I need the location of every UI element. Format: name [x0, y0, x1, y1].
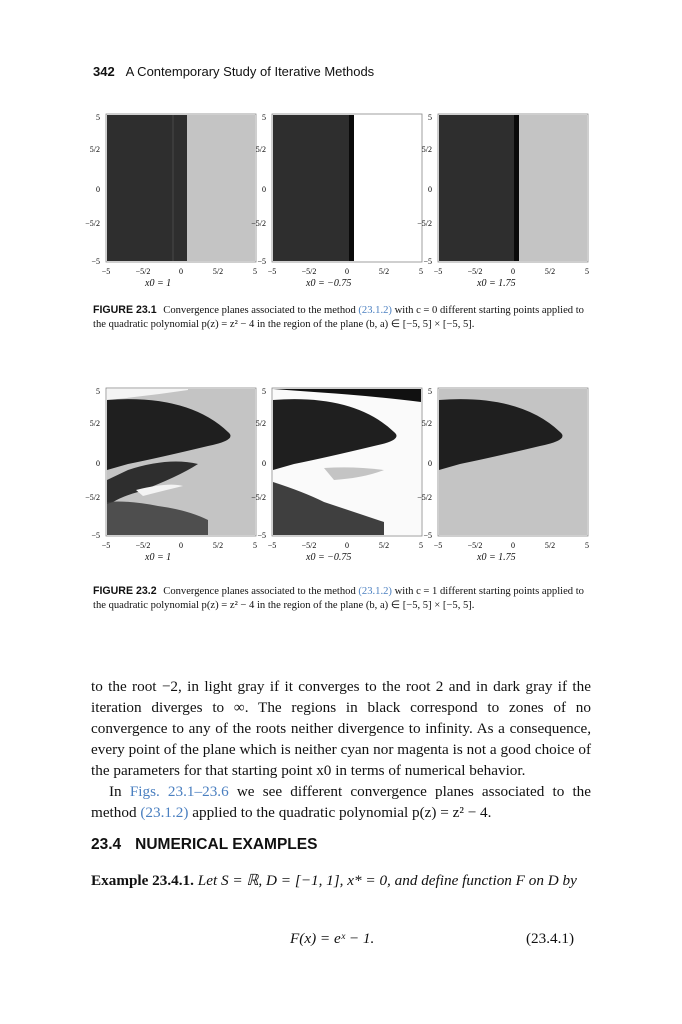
y-tick-bottom: −5 [91, 257, 100, 266]
y-tick-lower: −5/2 [85, 219, 100, 228]
running-header [93, 64, 374, 79]
equation-link[interactable]: (23.1.2) [358, 586, 392, 597]
y-tick-upper: 5/2 [255, 419, 266, 428]
example-block [91, 870, 591, 891]
x-tick-label: 5/2 [212, 541, 224, 550]
x-tick-label: −5 [433, 267, 443, 276]
figure-23-1-panel-2 [251, 108, 424, 293]
text-run: we see different convergence planes associated to the method [91, 783, 592, 821]
panel-label: x0 = −0.75 [306, 278, 352, 289]
example-text: Let S = ℝ, D = [−1, 1], x* = 0, and define function F on D by [197, 872, 577, 889]
panel-label: x0 = 1.75 [477, 552, 516, 563]
convergence-plane-image [417, 108, 590, 288]
x-axis-ticks [268, 267, 423, 276]
figure-23-2-panel-2 [251, 382, 424, 567]
x-tick-label: 5 [253, 267, 257, 276]
convergence-plane-image [417, 382, 590, 562]
caption-text: Convergence planes associated to the method [163, 586, 359, 597]
x-axis-ticks [434, 267, 589, 276]
caption-text: with c = 1 different starting points applied to the quadratic polynomial p(z) = z² − 4 in the region of the plane (b, a) ∈ [−5, 5] × [−5, 5]. [93, 586, 584, 611]
x-tick-label: 0 [511, 267, 515, 276]
y-tick-top: 5 [428, 387, 432, 396]
figure-23-1-panel-3 [417, 108, 590, 293]
figure-23-2-panel-3 [417, 382, 590, 567]
x-tick-label: −5 [433, 541, 443, 550]
y-tick-top: 5 [262, 387, 266, 396]
x-tick-label: 5 [419, 267, 423, 276]
x-axis-ticks [434, 541, 589, 550]
panel-label: x0 = 1 [145, 552, 172, 563]
section-heading [91, 836, 317, 854]
x-tick-label: −5/2 [467, 541, 483, 550]
y-tick-upper: 5/2 [89, 419, 100, 428]
y-tick-upper: 5/2 [421, 145, 432, 154]
page-number: 342 [93, 64, 115, 79]
section-number: 23.4 [91, 836, 122, 853]
section-title: NUMERICAL EXAMPLES [135, 836, 318, 853]
y-tick-upper: 5/2 [89, 145, 100, 154]
x-axis-ticks [102, 267, 257, 276]
y-tick-bottom: −5 [423, 257, 432, 266]
y-tick-lower: −5/2 [417, 219, 432, 228]
figure-label: FIGURE 23.2 [93, 585, 157, 597]
panel-label: x0 = 1.75 [477, 278, 516, 289]
x-tick-label: 5/2 [378, 541, 390, 550]
y-tick-top: 5 [428, 113, 432, 122]
convergence-plane-image [251, 382, 424, 562]
x-tick-label: 5/2 [212, 267, 224, 276]
y-tick-mid: 0 [428, 459, 432, 468]
caption-text: with c = 0 different starting points applied to the quadratic polynomial p(z) = z² − 4 in the region of the plane (b, a) ∈ [−5, 5] × [−5, 5]. [93, 305, 584, 330]
y-tick-mid: 0 [262, 459, 266, 468]
y-tick-upper: 5/2 [421, 419, 432, 428]
figure-label: FIGURE 23.1 [93, 304, 157, 316]
y-tick-lower: −5/2 [251, 493, 266, 502]
x-tick-label: 5/2 [378, 267, 390, 276]
y-tick-bottom: −5 [91, 531, 100, 540]
example-label: Example 23.4.1. [91, 872, 194, 889]
x-tick-label: 0 [179, 541, 183, 550]
x-tick-label: 0 [511, 541, 515, 550]
x-tick-label: −5 [101, 267, 111, 276]
x-tick-label: −5/2 [135, 541, 151, 550]
x-tick-label: 0 [345, 541, 349, 550]
x-tick-label: 5 [253, 541, 257, 550]
x-tick-label: −5/2 [135, 267, 151, 276]
x-tick-label: −5 [101, 541, 111, 550]
y-tick-mid: 0 [428, 185, 432, 194]
y-tick-lower: −5/2 [85, 493, 100, 502]
equation: F(x) = eˣ − 1. [290, 930, 375, 947]
paragraph [91, 781, 591, 823]
x-tick-label: 5 [419, 541, 423, 550]
equation-link[interactable]: (23.1.2) [358, 305, 392, 316]
x-tick-label: 0 [345, 267, 349, 276]
x-tick-label: 0 [179, 267, 183, 276]
equation-link[interactable]: (23.1.2) [140, 804, 189, 821]
x-tick-label: 5 [585, 541, 589, 550]
y-tick-bottom: −5 [257, 257, 266, 266]
figure-23-1-panel-1 [85, 108, 258, 293]
text-run: In [109, 783, 130, 800]
y-tick-top: 5 [96, 113, 100, 122]
y-tick-lower: −5/2 [417, 493, 432, 502]
y-tick-bottom: −5 [423, 531, 432, 540]
convergence-plane-image [85, 382, 258, 562]
x-axis-ticks [268, 541, 423, 550]
x-tick-label: 5/2 [544, 541, 556, 550]
paragraph: to the root −2, in light gray if it converges to the root 2 and in dark gray if the iteration diverges to ∞. The regions in black correspond to zones of no convergence to any of the roots neither divergence to infinity. As a consequence, every point of the plane which is neither cyan nor magenta is not a good choice of the parameters for that starting point x0 in terms of numerical behavior. [91, 678, 591, 779]
figure-23-2-panel-1 [85, 382, 258, 567]
y-tick-mid: 0 [96, 185, 100, 194]
convergence-plane-image [251, 108, 424, 288]
running-title: A Contemporary Study of Iterative Methods [125, 64, 375, 79]
x-tick-label: 5 [585, 267, 589, 276]
figure-link[interactable]: Figs. 23.1–23.6 [129, 783, 229, 800]
x-tick-label: −5/2 [301, 267, 317, 276]
y-tick-mid: 0 [96, 459, 100, 468]
y-tick-bottom: −5 [257, 531, 266, 540]
y-tick-top: 5 [262, 113, 266, 122]
x-tick-label: −5/2 [467, 267, 483, 276]
panel-label: x0 = −0.75 [306, 552, 352, 563]
y-tick-lower: −5/2 [251, 219, 266, 228]
x-tick-label: −5 [267, 541, 277, 550]
x-tick-label: −5/2 [301, 541, 317, 550]
text-run: applied to the quadratic polynomial p(z) = z² − 4. [188, 804, 492, 821]
y-tick-upper: 5/2 [255, 145, 266, 154]
x-tick-label: −5 [267, 267, 277, 276]
equation-number: (23.4.1) [526, 930, 575, 947]
convergence-plane-image [85, 108, 258, 288]
panel-label: x0 = 1 [145, 278, 172, 289]
y-tick-top: 5 [96, 387, 100, 396]
figure-caption [93, 584, 591, 613]
figure-caption [93, 303, 591, 332]
x-axis-ticks [102, 541, 257, 550]
x-tick-label: 5/2 [544, 267, 556, 276]
body-text [91, 676, 591, 823]
caption-text: Convergence planes associated to the method [163, 305, 359, 316]
y-tick-mid: 0 [262, 185, 266, 194]
